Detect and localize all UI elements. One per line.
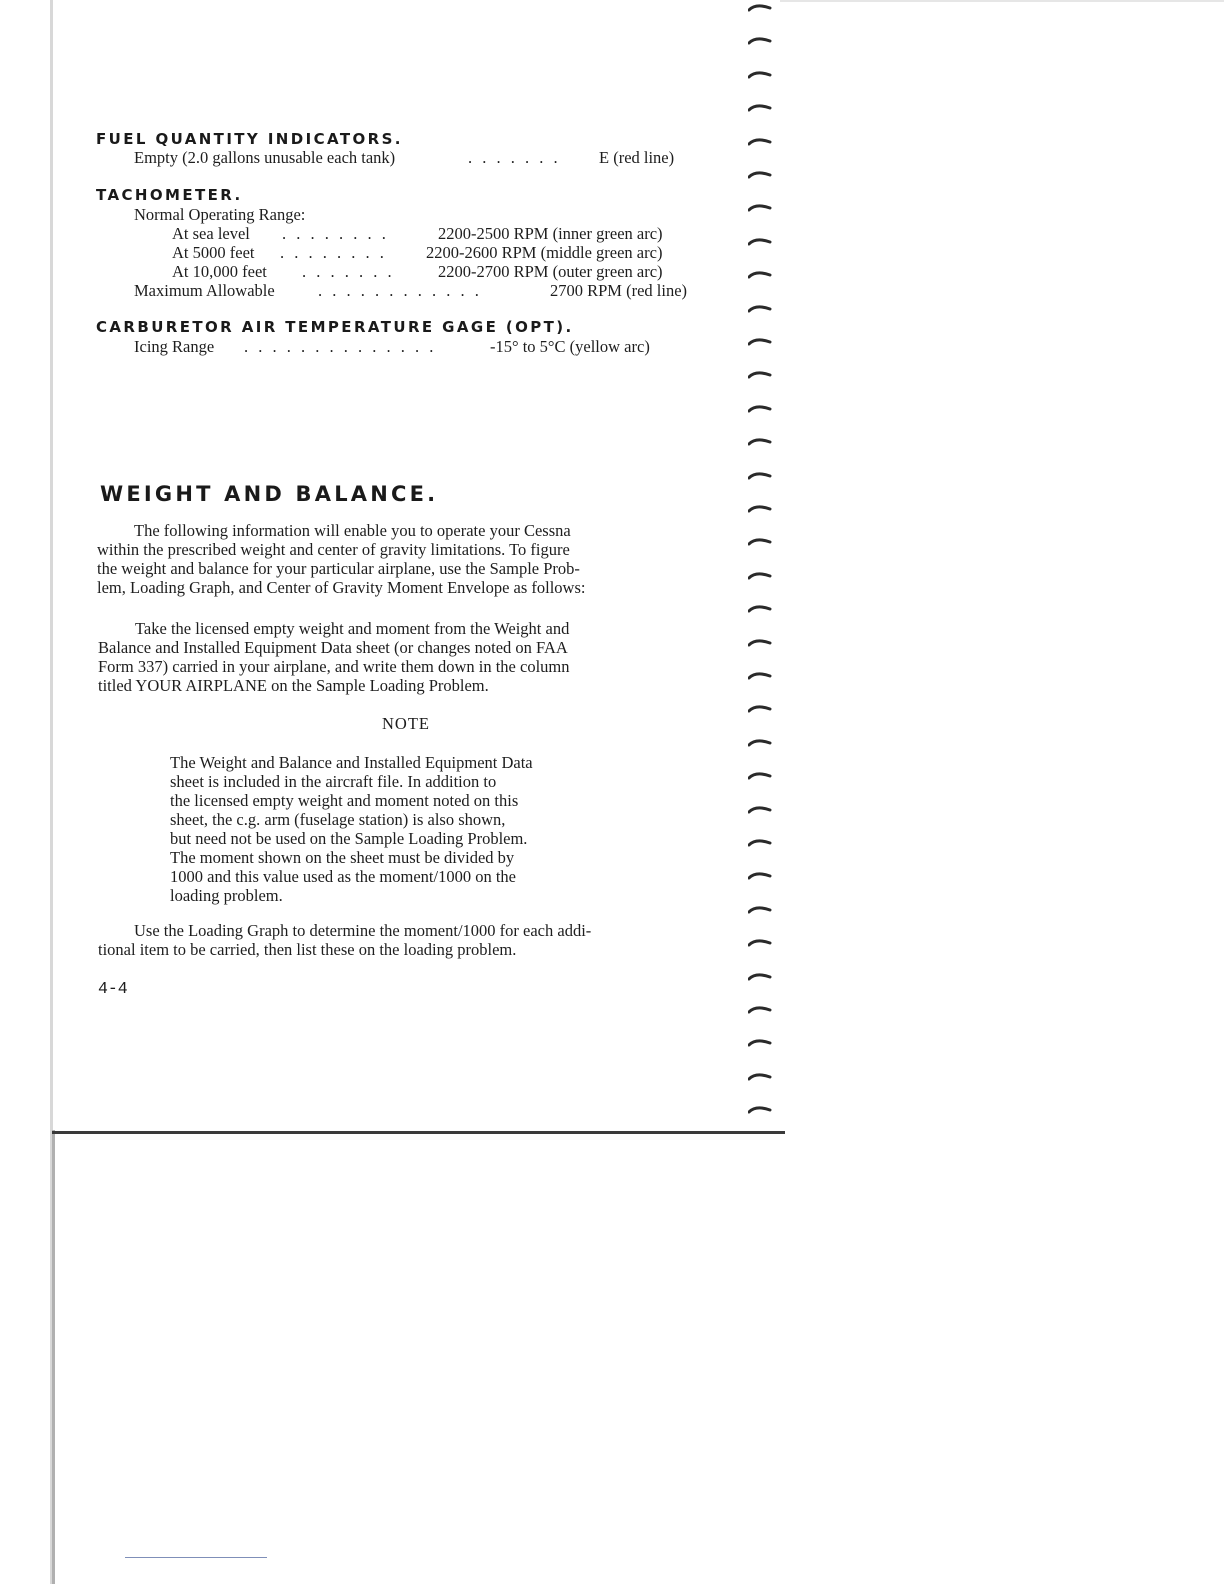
binding-ring <box>748 603 772 613</box>
binding-ring <box>748 870 772 880</box>
page-binding-edge-lower <box>52 1130 55 1584</box>
binding-ring <box>748 770 772 780</box>
text-line: within the prescribed weight and center of gravity limitations. To figure <box>97 540 570 559</box>
tach-range-label: Normal Operating Range: <box>134 205 306 224</box>
tach-row-label: At sea level <box>172 224 250 243</box>
binding-ring <box>748 536 772 546</box>
tach-row-value: 2200-2700 RPM (outer green arc) <box>438 262 663 281</box>
text-line: The following information will enable you to operate your Cessna <box>134 521 571 540</box>
leader-dots: . . . . . . . . . . . . <box>318 281 482 300</box>
binding-ring <box>748 570 772 580</box>
tach-row-value: 2200-2600 RPM (middle green arc) <box>426 243 663 262</box>
binding-ring <box>748 303 772 313</box>
tachometer-heading: TACHOMETER. <box>96 186 243 204</box>
binding-ring <box>748 436 772 446</box>
top-edge-rule <box>780 0 1224 2</box>
text-line: Form 337) carried in your airplane, and write them down in the column <box>98 657 570 676</box>
text-line: The Weight and Balance and Installed Equipment Data <box>170 753 533 772</box>
tach-max-label: Maximum Allowable <box>134 281 275 300</box>
note-block <box>170 753 533 905</box>
weight-and-balance-heading: WEIGHT AND BALANCE. <box>100 482 439 506</box>
icing-range-label: Icing Range <box>134 337 215 356</box>
text-line: Use the Loading Graph to determine the moment/1000 for each addi- <box>134 921 592 940</box>
text-line: titled YOUR AIRPLANE on the Sample Loading Problem. <box>98 676 489 695</box>
text-line: but need not be used on the Sample Loading Problem. <box>170 829 528 848</box>
binding-ring <box>748 1004 772 1014</box>
binding-ring <box>748 1071 772 1081</box>
binding-ring <box>748 336 772 346</box>
text-line: sheet is included in the aircraft file. In addition to <box>170 772 497 791</box>
binding-ring <box>748 904 772 914</box>
note-label: NOTE <box>382 714 430 733</box>
leader-dots: . . . . . . . . <box>282 224 389 243</box>
text-line: Take the licensed empty weight and moment from the Weight and <box>135 619 570 638</box>
binding-ring <box>748 2 772 12</box>
tach-row-value: 2200-2500 RPM (inner green arc) <box>438 224 663 243</box>
leader-dots: . . . . . . . . <box>280 243 387 262</box>
tach-row-label: At 5000 feet <box>172 243 255 262</box>
text-line: the licensed empty weight and moment noted on this <box>170 791 519 810</box>
binding-ring <box>748 35 772 45</box>
binding-ring <box>748 703 772 713</box>
carburetor-heading: CARBURETOR AIR TEMPERATURE GAGE (OPT). <box>96 318 574 336</box>
text-line: tional item to be carried, then list these on the loading problem. <box>98 940 517 959</box>
leader-dots: . . . . . . . <box>468 148 561 167</box>
fuel-quantity-heading: FUEL QUANTITY INDICATORS. <box>96 130 403 148</box>
binding-ring <box>748 1037 772 1047</box>
binding-ring <box>748 1104 772 1114</box>
binding-ring <box>748 69 772 79</box>
binding-ring <box>748 369 772 379</box>
footnote-rule <box>125 1557 267 1558</box>
page-number: 4-4 <box>98 979 128 998</box>
binding-ring <box>748 670 772 680</box>
binding-ring <box>748 202 772 212</box>
binding-ring <box>748 637 772 647</box>
paragraph <box>98 619 570 695</box>
text-line: lem, Loading Graph, and Center of Gravity Moment Envelope as follows: <box>97 578 586 597</box>
binding-ring <box>748 403 772 413</box>
binding-ring <box>748 837 772 847</box>
text-line: sheet, the c.g. arm (fuselage station) is also shown, <box>170 810 506 829</box>
binding-ring <box>748 470 772 480</box>
text-line: the weight and balance for your particular airplane, use the Sample Prob- <box>97 559 580 578</box>
text-line: The moment shown on the sheet must be divided by <box>170 848 515 867</box>
binding-ring <box>748 269 772 279</box>
binding-ring <box>748 737 772 747</box>
tach-max-value: 2700 RPM (red line) <box>550 281 688 300</box>
binding-ring <box>748 102 772 112</box>
binding-ring <box>748 236 772 246</box>
tach-row-label: At 10,000 feet <box>172 262 267 281</box>
leader-dots: . . . . . . . . . . . . . . <box>244 337 437 356</box>
binding-ring <box>748 169 772 179</box>
fuel-empty-label: Empty (2.0 gallons unusable each tank) <box>134 148 396 167</box>
binding-ring <box>748 937 772 947</box>
binding-ring <box>748 136 772 146</box>
binding-ring <box>748 804 772 814</box>
text-line: 1000 and this value used as the moment/1000 on the <box>170 867 516 886</box>
leader-dots: . . . . . . . <box>302 262 395 281</box>
binding-ring <box>748 503 772 513</box>
binding-ring <box>748 971 772 981</box>
paragraph <box>98 921 591 959</box>
text-line: loading problem. <box>170 886 283 905</box>
page-bottom-rule <box>52 1131 785 1134</box>
fuel-empty-value: E (red line) <box>599 148 675 167</box>
icing-range-value: -15° to 5°C (yellow arc) <box>490 337 650 356</box>
text-line: Balance and Installed Equipment Data sheet (or changes noted on FAA <box>98 638 568 657</box>
paragraph <box>97 521 585 597</box>
